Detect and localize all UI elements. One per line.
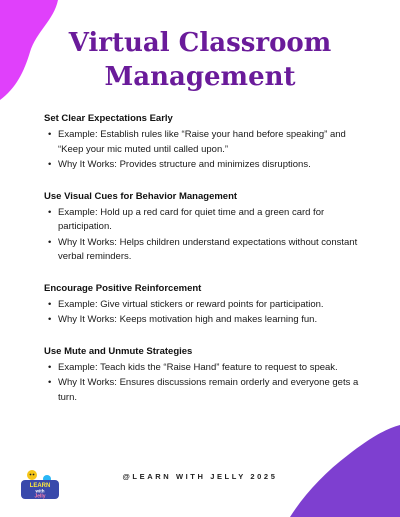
bullet-dot-icon: •: [48, 159, 52, 170]
logo-text-learn: LEARN: [29, 483, 51, 489]
bullet-dot-icon: •: [48, 361, 52, 373]
section-positive-reinforcement: [44, 282, 364, 328]
title-line-2: Management: [104, 62, 296, 92]
bullet-list: [44, 298, 364, 328]
footer-credit: @LEARN WITH JELLY 2025: [122, 472, 278, 481]
title-line-1: Virtual Classroom: [68, 28, 332, 58]
bullet-dot-icon: •: [48, 377, 52, 388]
bullet-item: [44, 298, 364, 313]
bullet-text: Why It Works: Keeps motivation high and makes learning fun.: [58, 314, 318, 325]
bullet-text: Why It Works: Ensures discussions remain orderly and everyone gets a turn.: [58, 377, 359, 403]
logo-text-with: with: [35, 488, 45, 494]
bullet-text: Why It Works: Helps children understand expectations without constant verbal reminders.: [58, 236, 358, 262]
bullet-list: [44, 361, 364, 406]
bullet-dot-icon: •: [48, 314, 52, 325]
bullet-text: Example: Teach kids the “Raise Hand” feature to request to speak.: [58, 361, 338, 373]
logo-text-jelly: Jelly: [34, 493, 46, 500]
decorative-blob-bottom-right: [290, 425, 400, 517]
bullet-item: [44, 206, 364, 235]
bullet-dot-icon: •: [48, 206, 52, 218]
page-title: [0, 26, 400, 94]
section-heading: Use Mute and Unmute Strategies: [44, 345, 193, 357]
bullet-item: [44, 158, 364, 173]
bullet-item: [44, 313, 364, 328]
section-set-clear-expectations: [44, 112, 364, 173]
section-heading: Use Visual Cues for Behavior Management: [44, 190, 238, 202]
bullet-dot-icon: •: [48, 298, 52, 310]
bullet-dot-icon: •: [48, 236, 52, 248]
bullet-list: [44, 128, 364, 173]
section-heading: Set Clear Expectations Early: [44, 113, 173, 124]
bullet-item: [44, 128, 364, 157]
section-visual-cues: [44, 190, 364, 265]
section-heading: Encourage Positive Reinforcement: [44, 282, 202, 294]
bullet-text: Why It Works: Provides structure and minimizes disruptions.: [58, 159, 311, 170]
bullet-item: [44, 361, 364, 376]
bullet-text: Example: Hold up a red card for quiet time and a green card for participation.: [58, 206, 325, 232]
bullet-text: Example: Give virtual stickers or reward points for participation.: [58, 298, 324, 310]
bullet-list: [44, 206, 364, 265]
bullet-text: Example: Establish rules like “Raise your hand before speaking” and “Keep your mic muted until called upon.”: [58, 129, 346, 155]
bullet-item: [44, 236, 364, 265]
section-mute-unmute: [44, 345, 364, 406]
bullet-dot-icon: •: [48, 129, 52, 140]
content: [44, 112, 364, 422]
bullet-item: [44, 376, 364, 405]
